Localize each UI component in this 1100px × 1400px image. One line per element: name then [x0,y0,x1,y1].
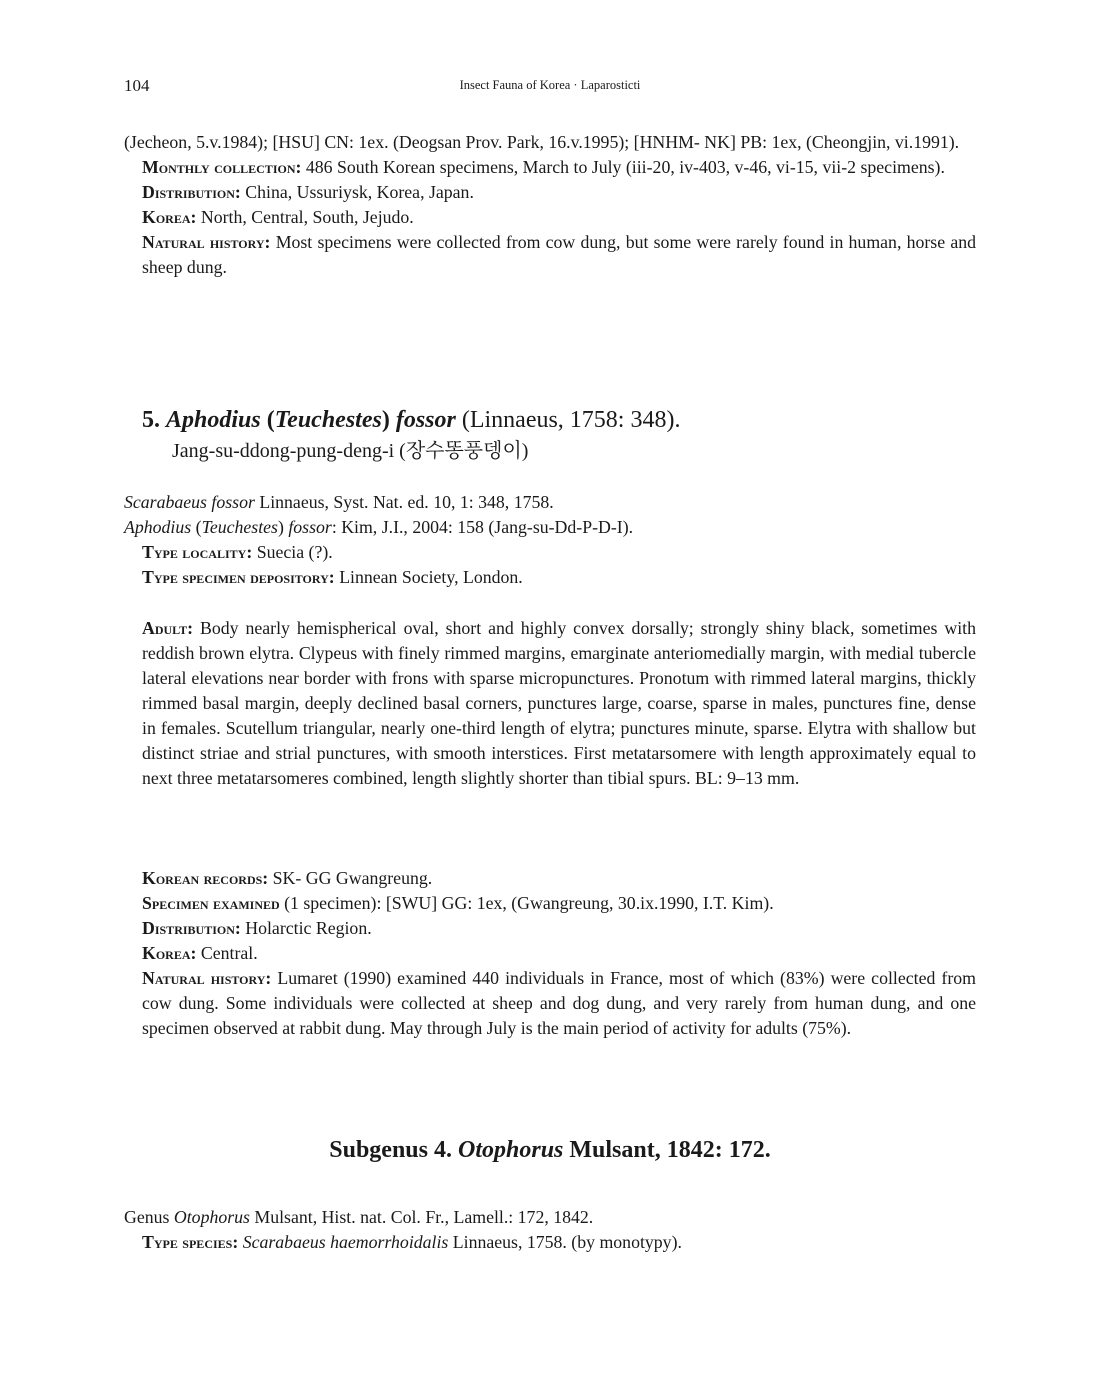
korea-label: Korea: [142,207,197,227]
species-genus: Aphodius [166,407,261,433]
specimen-examined-text: (1 specimen): [SWU] GG: 1ex, (Gwangreung, 30.ix.1990, I.T. Kim). [279,893,774,913]
type-locality-label: Type locality: [142,542,253,562]
distribution-2 [124,916,976,941]
subgenus-suffix: Mulsant, 1842: 172. [563,1137,771,1163]
genus-name: Otophorus [173,1207,250,1227]
distribution-text: China, Ussuriysk, Korea, Japan. [245,182,474,202]
synonym-2-citation: : Kim, J.I., 2004: 158 (Jang-su-Dd-P-D-I). [331,517,634,537]
korean-records-text: SK- GG Gwangreung. [272,868,433,888]
synonym-1 [124,490,976,515]
distribution-2-label: Distribution: [142,918,241,938]
korea-range [124,205,976,230]
korea-2-text: Central. [200,943,258,963]
book-page [124,0,976,1400]
type-species-text: Linnaeus, 1758. (by monotypy). [448,1232,682,1252]
monthly-collection [124,155,976,180]
distribution-label: Distribution: [142,182,241,202]
records-continuation: (Jecheon, 5.v.1984); [HSU] CN: 1ex. (Deogsan Prov. Park, 16.v.1995); [HNHM- NK] PB: 1ex, (Cheongjin, vi.1991). [124,132,960,152]
synonym-1-name: Scarabaeus fossor [124,492,255,512]
species-subgenus: (Teuchestes) [266,407,390,433]
natural-history-2-label: Natural history: [142,968,272,988]
synonym-2-subgenus: Teuchestes [201,517,278,537]
species-heading [142,405,680,435]
natural-history-text: Most specimens were collected from cow dung, but some were rarely found in human, horse and sheep dung. [142,232,976,277]
korean-records-label: Korean records: [142,868,269,888]
genus-citation [124,1205,976,1230]
running-title: Insect Fauna of Korea · Laparosticti [459,78,641,92]
species-subgenus-name: Teuchestes [274,407,382,433]
records-block [124,866,976,1041]
distribution-2-text: Holarctic Region. [245,918,372,938]
monthly-collection-text: 486 South Korean specimens, March to July (iii-20, iv-403, v-46, vi-15, vii-2 specimens). [305,157,945,177]
subgenus-heading [124,1135,976,1165]
type-species [124,1230,976,1255]
synonymy-block [124,490,976,590]
adult-text: Body nearly hemispherical oval, short and highly convex dorsally; strongly shiny black, sometimes with reddish brown elytra. Clypeus with finely rimmed margins, emarginate anteriomedially margin, with medial tubercle lateral elevations near border with frons with sparse micropunctures. Pronotum with rimmed lateral margins, thickly rimmed basal margin, deeply declined basal corners, punctures large, coarse, sparse in males, punctures fine, dense in females. Scutellum triangular, nearly one-third length of elytra; punctures minute, sparse. Elytra with shallow but distinct striae and strial punctures, with smooth interstices. First metatarsomere with length approximately equal to next three metatarsomeres combined, length slightly shorter than tibial spurs. BL: 9–13 mm. [142,618,976,788]
adult-description [124,616,976,791]
natural-history [124,230,976,280]
specimen-examined-label: Specimen examined [142,893,280,913]
synonym-2-epithet: fossor [288,517,332,537]
adult-label: Adult: [142,618,194,638]
synonym-1-citation: Linnaeus, Syst. Nat. ed. 10, 1: 348, 1758. [254,492,554,512]
specimen-examined [124,891,976,916]
type-locality [124,540,976,565]
previous-species-continuation [124,130,976,280]
type-species-label: Type species: [142,1232,239,1252]
synonym-2-genus: Aphodius [124,517,192,537]
type-locality-text: Suecia (?). [256,542,333,562]
distribution [124,180,976,205]
natural-history-2-text: Lumaret (1990) examined 440 individuals in France, most of which (83%) were collected from cow dung. Some individuals were collected at sheep and dog dung, and very rarely from human dung, and one specimen observed at rabbit dung. May through July is the main period of activity for adults (75%). [142,968,976,1038]
subgenus-prefix: Subgenus 4. [329,1137,458,1163]
type-depository-label: Type specimen depository: [142,567,335,587]
synonym-2: Aphodius (Teuchestes) fossor: Kim, J.I., 2004: 158 (Jang-su-Dd-P-D-I). [124,517,634,537]
subgenus-name: Otophorus [458,1137,564,1163]
species-epithet: fossor [395,407,456,433]
korea-2-label: Korea: [142,943,197,963]
korean-records [124,866,976,891]
natural-history-2 [124,966,976,1041]
genus-prefix: Genus [124,1207,174,1227]
subgenus-block [124,1205,976,1255]
type-species-name: Scarabaeus haemorrhoidalis [242,1232,449,1252]
korea-text: North, Central, South, Jejudo. [200,207,414,227]
type-depository [124,565,976,590]
genus-text: Mulsant, Hist. nat. Col. Fr., Lamell.: 172, 1842. [249,1207,594,1227]
species-number: 5. [142,407,160,433]
species-korean-name: Jang-su-ddong-pung-deng-i (장수똥풍뎅이) [172,440,529,462]
type-depository-text: Linnean Society, London. [339,567,523,587]
adult-paragraph [124,616,976,791]
korea-range-2 [124,941,976,966]
monthly-collection-label: Monthly collection: [142,157,302,177]
species-author: (Linnaeus, 1758: 348). [461,407,681,433]
page-number: 104 [124,76,150,95]
natural-history-label: Natural history: [142,232,271,252]
